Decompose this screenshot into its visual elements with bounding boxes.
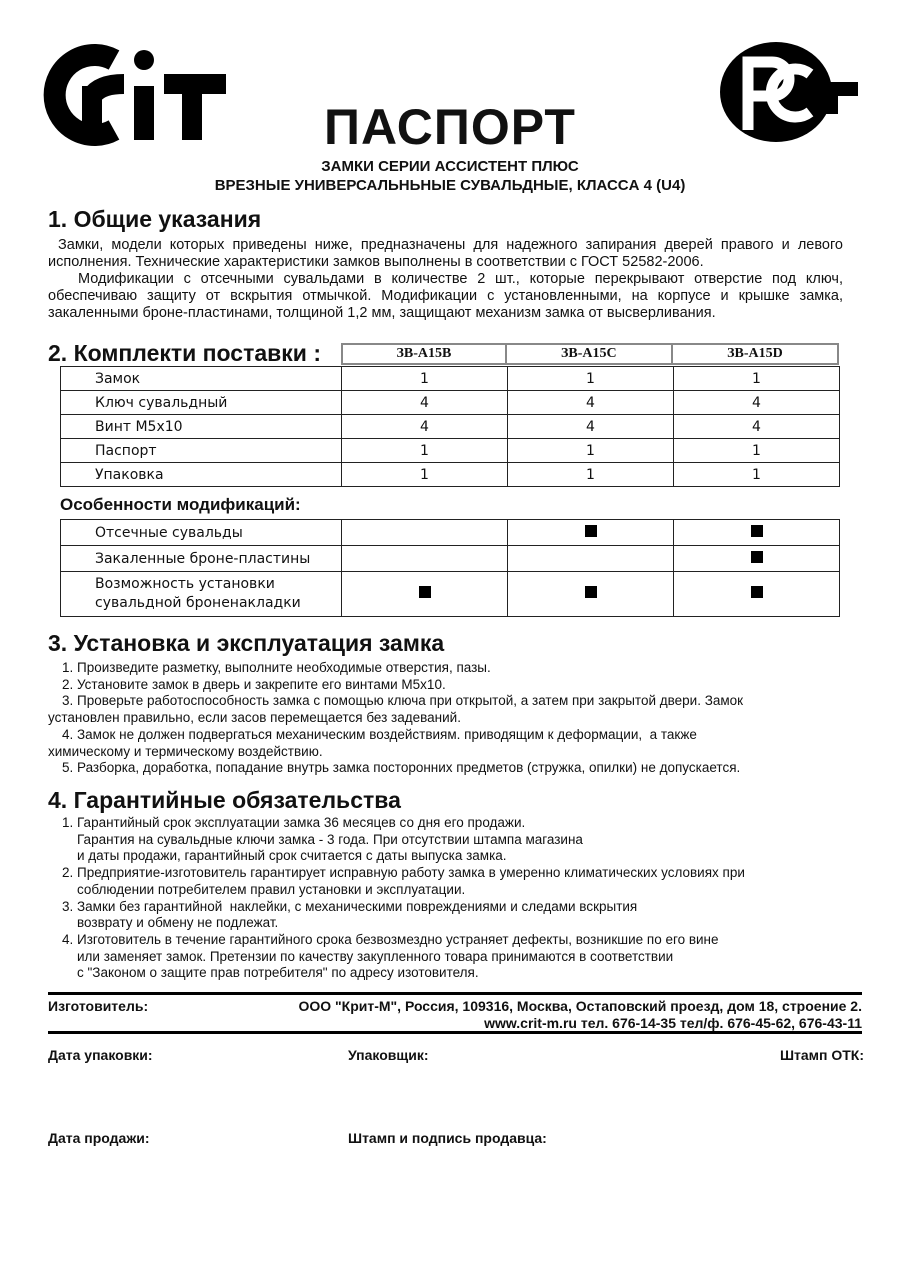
list-item: 2. Установите замок в дверь и закрепите его винтами М5х10.: [62, 676, 446, 692]
filled-square-icon: [585, 586, 597, 598]
feature-cell: [674, 520, 840, 546]
item-qty: 1: [507, 439, 673, 463]
list-item: 3. Замки без гарантийной наклейки, с механическими повреждениями и следами вскрытия: [62, 898, 638, 914]
list-item: с "Законом о защите прав потребителя" по адресу изотовителя.: [62, 965, 479, 981]
list-item: 4. Замок не должен подвергаться механическим воздействиям. приводящим к деформации, а также: [62, 726, 697, 742]
item-qty: 4: [673, 391, 839, 415]
list-item: 5. Разборка, доработка, попадание внутрь замка посторонних предметов (стружка, опилки) не допускается.: [62, 760, 741, 776]
item-name: Винт М5х10: [61, 415, 342, 439]
subtitle-type: ВРЕЗНЫЕ УНИВЕРСАЛЬНЬНЫЕ СУВАЛЬДНЫЕ, КЛАСCА 4 (U4): [214, 177, 686, 194]
section-2-heading: 2. Комплекти поставки :: [48, 340, 321, 366]
maker-contacts: www.crit-m.ru тел. 676-14-35 тел/ф. 676-45-62, 676-43-11: [484, 1015, 862, 1031]
list-item: соблюдении потребителем правил установки и эксплуатации.: [62, 881, 466, 897]
table-row: [61, 439, 840, 463]
model-header: [341, 343, 839, 365]
list-item: возврату и обмену не подлежат.: [62, 915, 279, 931]
filled-square-icon: [585, 525, 597, 537]
list-item: установлен правильно, если засов перемещается без задеваний.: [48, 710, 461, 726]
feature-cell: [674, 546, 840, 572]
sale-date-label: Дата продажи:: [48, 1130, 150, 1146]
item-qty: 1: [673, 367, 839, 391]
item-qty: 1: [507, 367, 673, 391]
item-name: Ключ сувальдный: [61, 391, 342, 415]
feature-cell: [508, 572, 674, 617]
item-name: Паспорт: [61, 439, 342, 463]
seller-stamp-label: Штамп и подпись продавца:: [348, 1130, 547, 1146]
table-row: [61, 520, 840, 546]
model-label: ЗВ-А15D: [672, 344, 838, 364]
filled-square-icon: [751, 525, 763, 537]
section-4-heading: 4. Гарантийные обязательства: [48, 787, 401, 813]
pack-date-label: Дата упаковки:: [48, 1047, 153, 1063]
section-3-heading: 3. Установка и эксплуатация замка: [48, 630, 445, 656]
filled-square-icon: [419, 586, 431, 598]
item-qty: 1: [341, 367, 507, 391]
item-qty: 4: [507, 415, 673, 439]
features-table: [60, 519, 840, 617]
item-qty: 1: [673, 439, 839, 463]
list-item: и даты продажи, гарантийный срок считается с даты выпуска замка.: [62, 848, 507, 864]
list-item: 4. Изготовитель в течение гарантийного срока безвозмездно устраняет дефекты, возникшие по его вине: [62, 931, 719, 947]
packer-label: Упаковщик:: [348, 1047, 429, 1063]
feature-name: Отсечные сувальды: [61, 520, 342, 546]
divider: [48, 992, 862, 995]
feature-cell: [508, 520, 674, 546]
section-3-list: [48, 660, 862, 777]
table-row: [61, 415, 840, 439]
maker-label: Изготовитель:: [48, 998, 149, 1014]
item-qty: 1: [673, 463, 839, 487]
item-qty: 4: [341, 415, 507, 439]
otk-stamp-label: Штамп ОТК:: [779, 1047, 864, 1063]
item-qty: 1: [507, 463, 673, 487]
filled-square-icon: [751, 551, 763, 563]
item-qty: 1: [341, 463, 507, 487]
feature-name: Закаленные броне-пластины: [61, 546, 342, 572]
item-qty: 1: [341, 439, 507, 463]
item-name: Замок: [61, 367, 342, 391]
section-1-heading: 1. Общие указания: [48, 206, 262, 232]
feature-cell: [342, 520, 508, 546]
section-1-paragraph-2: Модификации с отсечными сувальдами в количестве 2 шт., которые перекрывают отверстие под ключ, обеспечиваю защиту от вскрытия отмычкой. Модификации с установленными, на корпусе и крышке замка, закаленными броне-пластинами, толщиной 1,2 мм, защищают механизм замка от высверливания.: [48, 271, 843, 321]
list-item: 1. Произведите разметку, выполните необходимые отверстия, пазы.: [62, 660, 491, 675]
feature-cell: [342, 546, 508, 572]
list-item: химическому и термическому воздействию.: [48, 743, 323, 759]
list-item: 1. Гарантийный срок эксплуатации замка 36 месяцев со дня его продажи.: [62, 815, 526, 830]
page-title: ПАСПОРТ: [324, 99, 576, 155]
model-label: ЗВ-А15C: [506, 344, 672, 364]
list-item: 2. Предприятие-изготовитель гарантирует исправную работу замка в умеренно климатических условиях при: [62, 865, 745, 881]
maker-address: ООО "Крит-М", Россия, 109316, Москва, Остаповский проезд, дом 18, строение 2.: [298, 998, 862, 1014]
list-item: или заменяет замок. Претензии по качеству закупленного товара принимаются в соответствии: [62, 948, 674, 964]
list-item: 3. Проверьте работоспособность замка с помощью ключа при открытой, а затем при закрытой двери. Замок: [62, 693, 744, 709]
feature-cell: [508, 546, 674, 572]
feature-name-line: сувальдной броненакладки: [95, 595, 301, 611]
table-row: [61, 572, 840, 617]
section-4-list: [62, 815, 862, 982]
feature-cell: [674, 572, 840, 617]
section-1-paragraph-1: Замки, модели которых приведены ниже, предназначены для надежного запирания дверей правого и левого исполнения. Технические характеристики замков выполнены в соответствии с ГОСТ 52582-2006.: [48, 237, 843, 270]
feature-cell: [342, 572, 508, 617]
filled-square-icon: [751, 586, 763, 598]
table-row: [61, 463, 840, 487]
item-qty: 4: [507, 391, 673, 415]
item-qty: 4: [341, 391, 507, 415]
section-1-text: [48, 237, 843, 322]
table-row: [61, 546, 840, 572]
item-name: Упаковка: [61, 463, 342, 487]
table-row: [61, 391, 840, 415]
model-label: ЗВ-А15B: [342, 344, 506, 364]
table-row: [61, 367, 840, 391]
item-qty: 4: [673, 415, 839, 439]
features-title: Особенности модификаций:: [60, 495, 301, 514]
list-item: Гарантия на сувальдные ключи замка - 3 года. При отсутствии штампа магазина: [62, 831, 583, 847]
subtitle-series: ЗАМКИ СЕРИИ АССИСТЕНТ ПЛЮС: [321, 158, 579, 175]
delivery-table: [60, 366, 840, 487]
feature-name: [61, 572, 342, 617]
divider: [48, 1031, 862, 1034]
feature-name-line: Возможность установки: [95, 576, 275, 592]
